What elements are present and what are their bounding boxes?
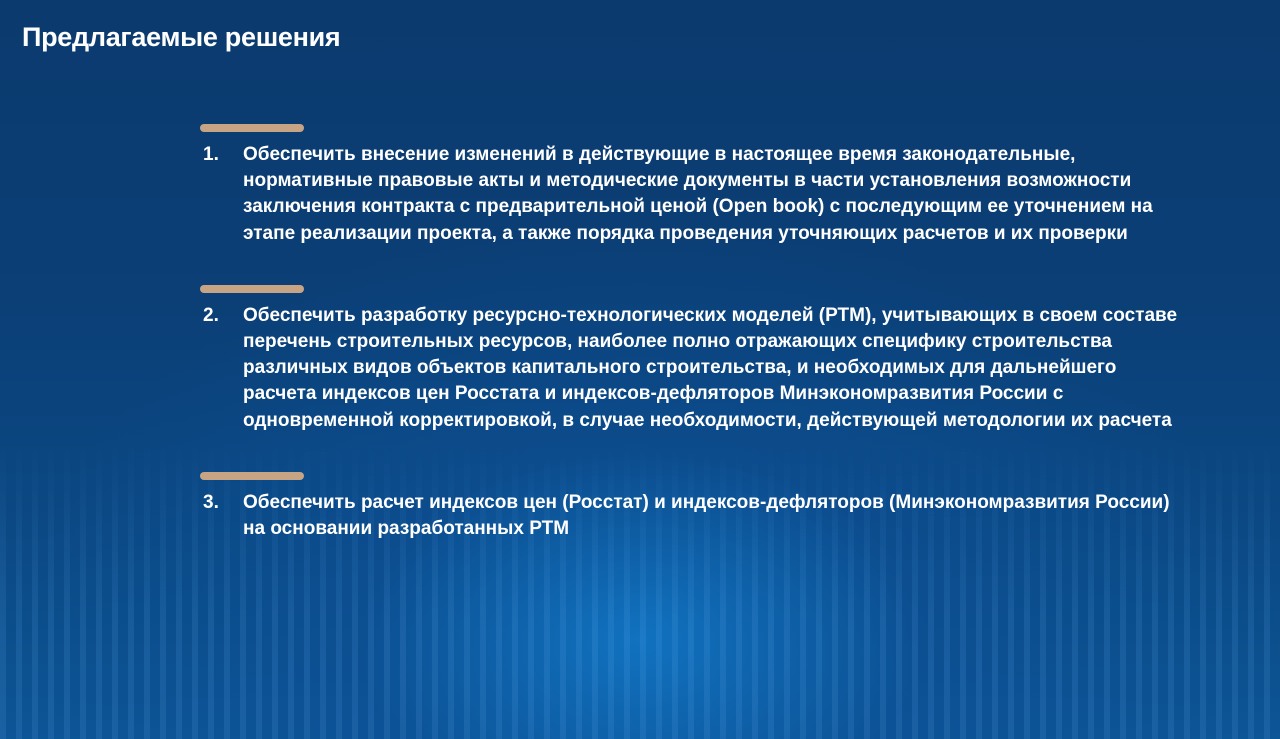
item-number: 2. xyxy=(203,304,219,326)
list-item-1 xyxy=(200,124,1190,247)
list-item-row xyxy=(200,303,1190,434)
item-number: 3. xyxy=(203,491,219,513)
slide-title: Предлагаемые решения xyxy=(22,22,341,52)
item-text: Обеспечить разработку ресурсно-технологических моделей (РТМ), учитывающих в своем составе перечень строительных ресурсов, наиболее полно отражающих специфику строительства различных видов объектов капитального строительства, и необходимых для дальнейшего расчета индексов цен Росстата и индексов-дефляторов Минэкономразвития России с одновременной корректировкой, в случае необходимости, действующей методологии их расчета xyxy=(243,304,1178,431)
list-item-2 xyxy=(200,285,1190,434)
accent-bar xyxy=(200,285,304,293)
accent-bar xyxy=(200,472,304,480)
item-number: 1. xyxy=(203,144,219,165)
list-item-row xyxy=(200,142,1190,247)
item-text: Обеспечить внесение изменений в действующие в настоящее время законодательные, нормативные правовые акты и методические документы в части установления возможности заключения контракта с предварительной ценой (Open book) с последующим ее уточнением на этапе реализации проекта, а также порядка проведения уточняющих расчетов и их проверки xyxy=(243,144,1153,244)
item-text: Обеспечить расчет индексов цен (Росстат) и индексов-дефляторов (Минэкономразвития России) на основании разработанных РТМ xyxy=(243,491,1170,540)
list-item-row xyxy=(200,490,1190,542)
accent-bar xyxy=(200,124,304,132)
list-item-3 xyxy=(200,472,1190,542)
solutions-list xyxy=(200,124,1190,542)
